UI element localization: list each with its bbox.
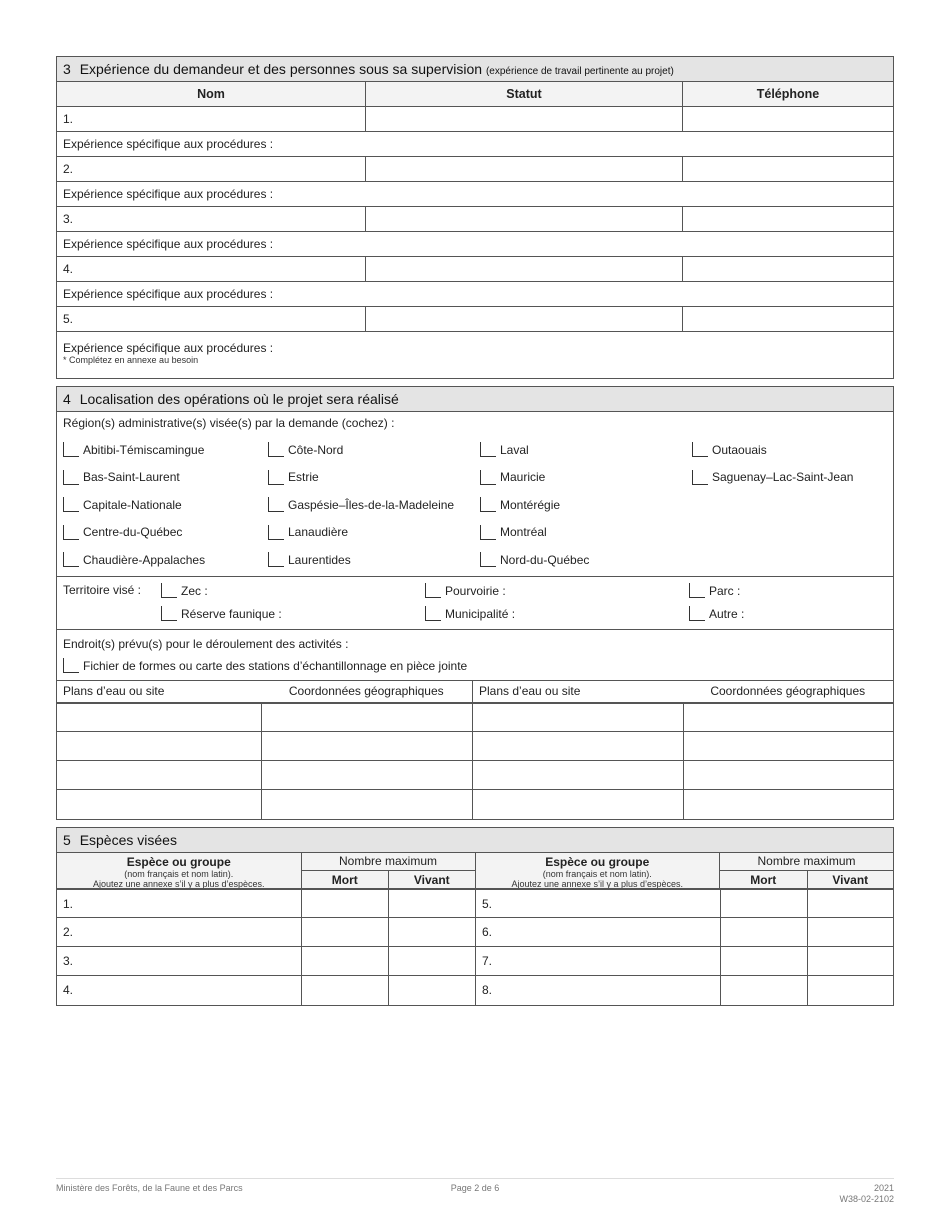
section-5 — [56, 827, 894, 1006]
region-checkbox[interactable] — [63, 525, 79, 540]
region-empty — [692, 546, 901, 574]
applicant-telephone-field[interactable] — [682, 157, 893, 181]
site-coord-field[interactable] — [261, 704, 473, 731]
species-row-number: 2. — [63, 924, 74, 939]
territoire-zec-label: Zec : — [181, 583, 208, 598]
region-label: Chaudière-Appalaches — [83, 552, 206, 567]
region-option[interactable] — [480, 436, 692, 464]
applicant-statut-field[interactable] — [365, 207, 682, 231]
region-option[interactable] — [63, 519, 268, 547]
sites-column-headers — [57, 681, 893, 703]
region-checkbox[interactable] — [692, 442, 708, 457]
applicant-row — [57, 257, 893, 282]
species-vivant-field[interactable] — [388, 947, 475, 975]
experience-field[interactable] — [57, 282, 893, 306]
applicant-row-number: 4. — [63, 262, 74, 276]
region-option[interactable] — [63, 546, 268, 574]
region-checkbox[interactable] — [268, 525, 284, 540]
col-plans-left: Plans d’eau ou site — [63, 683, 165, 698]
species-mort-field[interactable] — [301, 918, 388, 946]
experience-label: Expérience spécifique aux procédures : — [63, 341, 274, 355]
footer-year: 2021 — [873, 1183, 894, 1193]
footer-version — [839, 1183, 894, 1205]
site-coord-field[interactable] — [683, 790, 894, 819]
species-field[interactable] — [475, 918, 720, 946]
fichier-label: Fichier de formes ou carte des stations d’échantillonnage en pièce jointe — [83, 658, 468, 673]
checkbox-zec[interactable] — [161, 583, 177, 598]
col-espece-right-sub1: (nom français et nom latin). — [542, 868, 652, 879]
col-nombre-right — [719, 853, 893, 888]
checkbox-autre[interactable] — [689, 606, 705, 621]
experience-label: Expérience spécifique aux procédures : — [63, 237, 274, 251]
applicant-nom-field[interactable] — [57, 307, 365, 331]
checkbox-pourvoirie[interactable] — [425, 583, 441, 598]
experience-field[interactable] — [57, 332, 893, 378]
species-row — [57, 918, 893, 947]
territoire-municipalite[interactable] — [425, 603, 515, 625]
section-3-subtitle: (expérience de travail pertinente au projet) — [485, 66, 674, 77]
species-row-number: 3. — [63, 953, 74, 968]
region-label: Laval — [500, 442, 529, 457]
applicant-telephone-field[interactable] — [682, 107, 893, 131]
species-vivant-field[interactable] — [388, 976, 475, 1005]
checkbox-parc[interactable] — [689, 583, 705, 598]
territoire-municipalite-label: Municipalité : — [445, 606, 516, 621]
region-option[interactable] — [63, 464, 268, 492]
species-mort-field[interactable] — [720, 890, 807, 917]
site-plans-field[interactable] — [57, 732, 261, 760]
species-vivant-field[interactable] — [388, 918, 475, 946]
col-nombre-left — [301, 853, 475, 888]
section-3-number: 3 — [63, 61, 71, 77]
region-option[interactable] — [268, 436, 480, 464]
region-option[interactable] — [480, 546, 692, 574]
site-plans-field[interactable] — [472, 790, 683, 819]
region-label: Outaouais — [712, 442, 767, 457]
applicant-nom-field[interactable] — [57, 157, 365, 181]
endroits-label: Endroit(s) prévu(s) pour le déroulement des activités : — [63, 636, 349, 651]
region-option[interactable] — [692, 436, 901, 464]
applicant-statut-field[interactable] — [365, 157, 682, 181]
species-row-number: 5. — [482, 896, 493, 911]
region-empty — [692, 491, 901, 519]
section-4-title: Localisation des opérations où le projet sera réalisé — [79, 391, 399, 407]
species-field[interactable] — [475, 890, 720, 917]
species-field[interactable] — [475, 976, 720, 1005]
section-4-header — [57, 387, 893, 412]
territoire-label: Territoire visé : — [63, 582, 142, 597]
species-vivant-field[interactable] — [807, 976, 893, 1005]
experience-row — [57, 182, 893, 207]
species-field[interactable] — [475, 947, 720, 975]
region-checkbox[interactable] — [63, 552, 79, 567]
region-option[interactable] — [63, 436, 268, 464]
applicant-row-number: 1. — [63, 112, 74, 126]
region-label: Centre-du-Québec — [83, 525, 183, 540]
col-nom: Nom — [57, 82, 365, 106]
col-espece-left — [57, 853, 301, 888]
col-nombre-right-title: Nombre maximum — [720, 853, 893, 871]
region-option[interactable] — [480, 519, 692, 547]
applicant-telephone-field[interactable] — [682, 307, 893, 331]
col-plans-right: Plans d’eau ou site — [472, 681, 683, 702]
species-mort-field[interactable] — [720, 918, 807, 946]
territoire-reserve[interactable] — [161, 603, 282, 625]
site-plans-field[interactable] — [472, 732, 683, 760]
footer-page: Page 2 de 6 — [450, 1183, 500, 1193]
section-3-column-headers — [57, 82, 893, 107]
col-espece-left-title: Espèce ou groupe — [126, 854, 231, 869]
species-field[interactable] — [57, 976, 301, 1005]
territoire-parc[interactable] — [689, 580, 740, 602]
species-mort-field[interactable] — [301, 976, 388, 1005]
site-coord-field[interactable] — [261, 732, 473, 760]
regions-block — [57, 412, 893, 577]
region-option[interactable] — [480, 464, 692, 492]
region-label: Montérégie — [500, 497, 561, 512]
region-label: Saguenay–Lac-Saint-Jean — [712, 470, 854, 485]
footer-ministry: Ministère des Forêts, de la Faune et des Parcs — [56, 1183, 243, 1193]
species-mort-field[interactable] — [720, 947, 807, 975]
section-3-title: Expérience du demandeur et des personnes sous sa supervision — [79, 61, 483, 77]
site-coord-field[interactable] — [261, 761, 473, 789]
section-4 — [56, 386, 894, 820]
applicant-statut-field[interactable] — [365, 107, 682, 131]
col-vivant-left: Vivant — [388, 871, 475, 889]
species-vivant-field[interactable] — [807, 918, 893, 946]
experience-field[interactable] — [57, 182, 893, 206]
experience-field[interactable] — [57, 132, 893, 156]
region-option[interactable] — [692, 464, 901, 492]
region-label: Lanaudière — [288, 525, 349, 540]
region-checkbox[interactable] — [480, 470, 496, 485]
experience-field[interactable] — [57, 232, 893, 256]
species-mort-field[interactable] — [301, 947, 388, 975]
applicant-row-number: 5. — [63, 312, 74, 326]
col-espece-left-sub1: (nom français et nom latin). — [124, 868, 234, 879]
checkbox-municipalite[interactable] — [425, 606, 441, 621]
species-row-number: 7. — [482, 953, 493, 968]
col-coord-left: Coordonnées géographiques — [288, 683, 444, 698]
region-checkbox[interactable] — [268, 552, 284, 567]
region-empty — [692, 519, 901, 547]
col-espece-left-sub2: Ajoutez une annexe s’il y a plus d’espèces. — [92, 878, 265, 888]
regions-grid — [57, 436, 893, 574]
region-checkbox[interactable] — [268, 497, 284, 512]
species-rows — [57, 889, 893, 1005]
region-checkbox[interactable] — [268, 442, 284, 457]
territoire-parc-label: Parc : — [709, 583, 741, 598]
species-vivant-field[interactable] — [807, 890, 893, 917]
region-checkbox[interactable] — [480, 525, 496, 540]
region-checkbox[interactable] — [63, 470, 79, 485]
applicant-telephone-field[interactable] — [682, 257, 893, 281]
form-page — [56, 56, 894, 1006]
region-label: Laurentides — [288, 552, 351, 567]
species-vivant-field[interactable] — [807, 947, 893, 975]
site-row — [57, 732, 893, 761]
site-coord-field[interactable] — [683, 761, 894, 789]
region-option[interactable] — [268, 464, 480, 492]
section-3 — [56, 56, 894, 379]
col-espece-right — [475, 853, 720, 888]
section-3-header — [57, 57, 893, 82]
species-column-headers — [57, 853, 893, 889]
applicant-nom-field[interactable] — [57, 257, 365, 281]
section-3-rows — [57, 107, 893, 378]
col-espece-right-title: Espèce ou groupe — [545, 854, 650, 869]
species-row-number: 1. — [63, 896, 74, 911]
section-5-number: 5 — [63, 831, 71, 848]
site-plans-field[interactable] — [57, 704, 261, 731]
col-nombre-left-title: Nombre maximum — [302, 853, 475, 871]
region-checkbox[interactable] — [63, 497, 79, 512]
col-telephone: Téléphone — [682, 82, 893, 106]
section-5-header — [57, 828, 893, 853]
applicant-row — [57, 207, 893, 232]
region-checkbox[interactable] — [480, 497, 496, 512]
applicant-row-number: 2. — [63, 162, 74, 176]
col-mort-left: Mort — [331, 872, 358, 887]
site-row — [57, 703, 893, 732]
territoire-block — [57, 577, 893, 630]
region-checkbox[interactable] — [268, 470, 284, 485]
footer — [56, 1178, 894, 1204]
species-row-number: 6. — [482, 924, 493, 939]
region-label: Montréal — [500, 525, 547, 540]
endroits-block — [57, 630, 893, 681]
site-row — [57, 761, 893, 790]
region-label: Nord-du-Québec — [500, 552, 590, 567]
region-label: Abitibi-Témiscamingue — [83, 442, 205, 457]
applicant-row — [57, 107, 893, 132]
site-row — [57, 790, 893, 819]
regions-label: Région(s) administrative(s) visée(s) par la demande (cochez) : — [63, 416, 395, 430]
applicant-row — [57, 307, 893, 332]
region-checkbox[interactable] — [692, 470, 708, 485]
col-espece-right-sub2: Ajoutez une annexe s’il y a plus d’espèces. — [511, 878, 684, 888]
region-label: Mauricie — [500, 470, 546, 485]
experience-label: Expérience spécifique aux procédures : — [63, 287, 274, 301]
site-plans-field[interactable] — [57, 790, 261, 819]
applicant-row-number: 3. — [63, 212, 74, 226]
checkbox-fichier[interactable] — [63, 658, 79, 673]
territoire-pourvoirie-label: Pourvoirie : — [445, 583, 506, 598]
region-checkbox[interactable] — [63, 442, 79, 457]
region-label: Capitale-Nationale — [83, 497, 182, 512]
applicant-row — [57, 157, 893, 182]
region-option[interactable] — [268, 519, 480, 547]
site-plans-field[interactable] — [472, 704, 683, 731]
col-coord-right: Coordonnées géographiques — [710, 683, 866, 698]
experience-row — [57, 332, 893, 378]
territoire-autre[interactable] — [689, 603, 744, 625]
site-plans-field[interactable] — [57, 761, 261, 789]
species-mort-field[interactable] — [301, 890, 388, 917]
region-checkbox[interactable] — [480, 442, 496, 457]
col-mort-right: Mort — [750, 872, 777, 887]
applicant-nom-field[interactable] — [57, 207, 365, 231]
experience-row — [57, 132, 893, 157]
applicant-telephone-field[interactable] — [682, 207, 893, 231]
species-field[interactable] — [57, 918, 301, 946]
col-statut: Statut — [365, 82, 682, 106]
species-row — [57, 947, 893, 976]
experience-label: Expérience spécifique aux procédures : — [63, 137, 274, 151]
site-coord-field[interactable] — [683, 732, 894, 760]
territoire-zec[interactable] — [161, 580, 208, 602]
species-row — [57, 889, 893, 918]
region-label: Estrie — [288, 470, 319, 485]
species-row — [57, 976, 893, 1005]
section-5-title: Espèces visées — [79, 831, 177, 848]
section-4-number: 4 — [63, 391, 71, 407]
fichier-option[interactable] — [57, 654, 893, 678]
experience-row — [57, 282, 893, 307]
col-vivant-right: Vivant — [807, 871, 894, 889]
annex-note: * Complétez en annexe au besoin — [63, 355, 199, 365]
species-row-number: 4. — [63, 982, 74, 997]
region-option[interactable] — [480, 491, 692, 519]
region-label: Gaspésie–Îles-de-la-Madeleine — [288, 497, 455, 512]
region-option[interactable] — [268, 546, 480, 574]
applicant-nom-field[interactable] — [57, 107, 365, 131]
region-option[interactable] — [268, 491, 480, 519]
species-mort-field[interactable] — [720, 976, 807, 1005]
site-plans-field[interactable] — [472, 761, 683, 789]
site-coord-field[interactable] — [261, 790, 473, 819]
sites-rows — [57, 703, 893, 819]
applicant-statut-field[interactable] — [365, 257, 682, 281]
footer-code: W38-02-2102 — [839, 1194, 894, 1204]
territoire-reserve-label: Réserve faunique : — [181, 606, 282, 621]
region-label: Côte-Nord — [288, 442, 344, 457]
experience-label: Expérience spécifique aux procédures : — [63, 187, 274, 201]
species-row-number: 8. — [482, 982, 493, 997]
applicant-statut-field[interactable] — [365, 307, 682, 331]
region-label: Bas-Saint-Laurent — [83, 470, 180, 485]
territoire-autre-label: Autre : — [709, 606, 745, 621]
territoire-pourvoirie[interactable] — [425, 580, 506, 602]
experience-row — [57, 232, 893, 257]
species-field[interactable] — [57, 890, 301, 917]
site-coord-field[interactable] — [683, 704, 894, 731]
region-option[interactable] — [63, 491, 268, 519]
species-vivant-field[interactable] — [388, 890, 475, 917]
species-field[interactable] — [57, 947, 301, 975]
checkbox-reserve-faunique[interactable] — [161, 606, 177, 621]
region-checkbox[interactable] — [480, 552, 496, 567]
